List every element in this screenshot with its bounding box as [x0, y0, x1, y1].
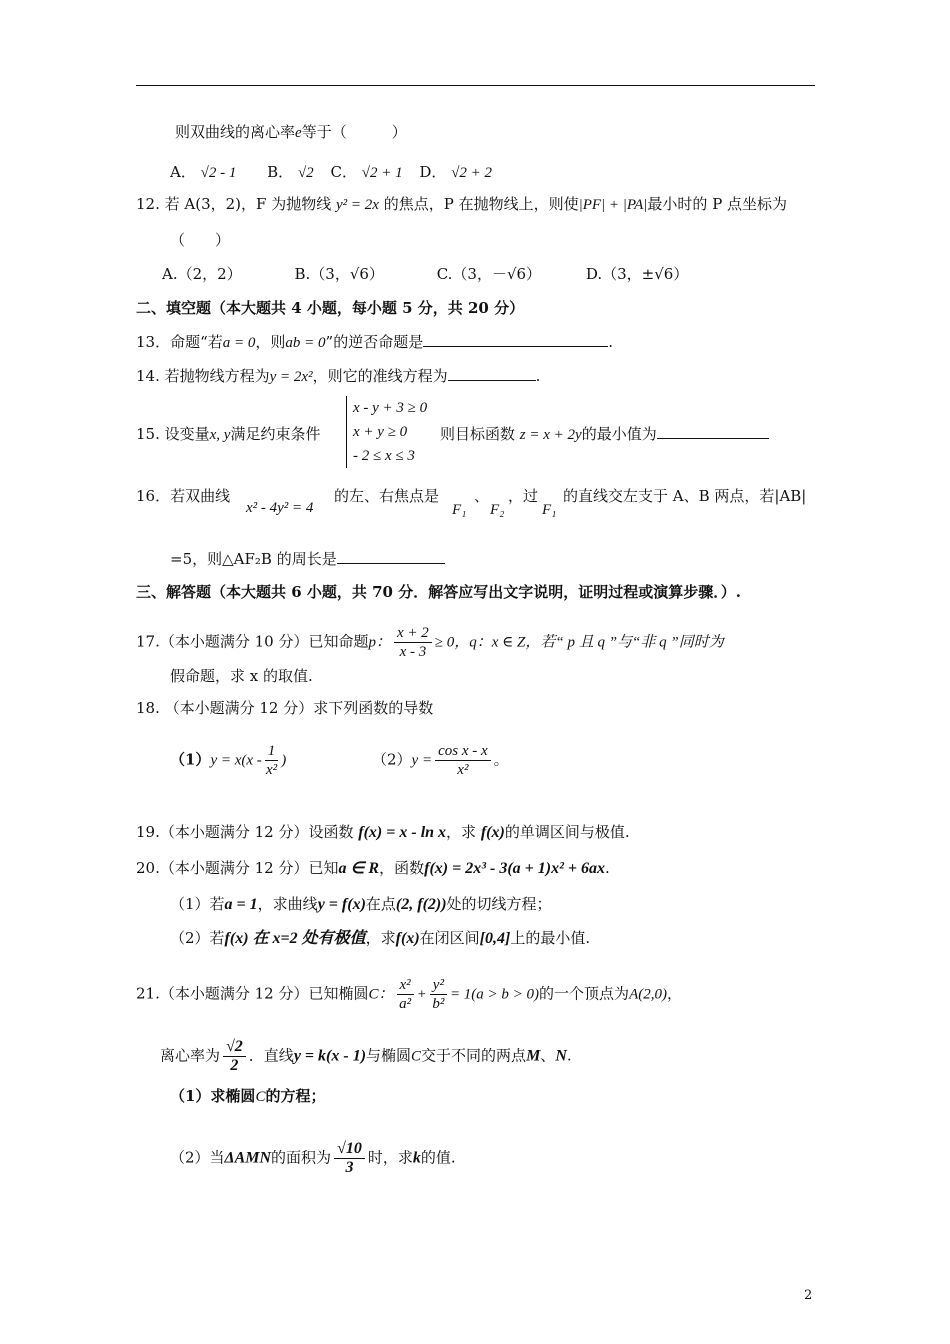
q15-constraint-1: x - y + 3 ≥ 0: [353, 400, 428, 416]
q18-part2: （2）y = $\frac{\text{cos x - x}}{\text{x²}}$ 。: [372, 743, 509, 778]
q11-option-a: A． √2 - 1: [170, 163, 237, 181]
q18-title: 18. （本小题满分 12 分）求下列函数的导数: [136, 699, 434, 717]
q16-f1: F₁: [452, 502, 467, 518]
q20-stem: 20.（本小题满分 12 分）已知a ∈ R，函数f(x) = 2x³ - 3(a + 1)x² + 6ax.: [136, 859, 610, 877]
q16-prefix: 16．若双曲线: [136, 487, 231, 505]
q12-option-d: D.（3，±√6）: [585, 265, 689, 283]
q15-constraint-system: [346, 396, 437, 468]
q16-line2: =5，则△AF₂B 的周长是: [170, 549, 445, 569]
q16-mid2: ，过: [508, 487, 539, 505]
page-number: 2: [804, 1288, 813, 1303]
q17-line2: 假命题，求 x 的取值.: [170, 667, 313, 685]
q15-constraint-2: x + y ≥ 0: [353, 424, 408, 440]
q16-f2: F₂: [490, 502, 505, 518]
q16-sep: 、: [474, 487, 490, 505]
q14-answer-blank: [448, 366, 536, 381]
q20-part1: （1）若a = 1，求曲线y = f(x)在点(2, f(2))处的切线方程；: [170, 895, 552, 913]
q11-stem: 则双曲线的离心率e等于（ ）: [175, 123, 407, 141]
q15-objective: 则目标函数 z = x + 2y的最小值为: [440, 424, 769, 445]
q12-option-c: C.（3，－√6）: [436, 265, 542, 283]
q12-options: [162, 264, 688, 284]
q16-tail: 的直线交左支于 A、B 两点，若|AB|: [563, 487, 807, 505]
q17-fraction: $\frac{x + 2}{x - 3}$: [394, 624, 432, 661]
q17-stem: 17.（本小题满分 10 分）已知命题p： $\frac{x + 2}{x - 3}$ ≥ 0，q：x ∈ Z，若“ p 且 q ”与“非 q ”同时为: [136, 625, 724, 660]
q13-answer-blank: [423, 332, 608, 347]
q20-part2: （2）若f(x) 在 x=2 处有极值，求f(x)在闭区间[0,4]上的最小值.: [170, 929, 591, 947]
q12-paren: （ ）: [170, 231, 231, 249]
q12-option-a: A.（2，2）: [162, 265, 242, 283]
q11-option-c: C． √2 + 1: [330, 163, 403, 181]
q16-equation: x² - 4y² = 4: [246, 500, 314, 516]
q19: 19.（本小题满分 12 分）设函数 f(x) = x - ln x，求 f(x)的单调区间与极值.: [136, 823, 630, 841]
q11-option-d: D． √2 + 2: [419, 163, 493, 181]
q11-options: [170, 162, 492, 183]
q16-mid: 的左、右焦点是: [334, 487, 440, 505]
q12-stem: 12. 若 A(3，2)，F 为抛物线 y² = 2x 的焦点，P 在抛物线上，则使|PF| + |PA|最小时的 P 点坐标为: [136, 195, 788, 213]
q12-option-b: B.（3，√6）: [294, 265, 384, 283]
q21-line2: 离心率为 $\frac{√2}{2}$ ．直线y = k(x - 1)与椭圆C交于不同的两点M、N.: [160, 1038, 572, 1074]
q14: 14. 若抛物线方程为y = 2x²，则它的准线方程为 .: [136, 367, 541, 385]
q15-constraint-3: - 2 ≤ x ≤ 3: [353, 448, 415, 464]
section-3-heading: 三、解答题（本大题共 6 小题，共 70 分．解答应写出文字说明，证明过程或演算步骤．）.: [136, 583, 741, 601]
q18-part1: （1）y = x(x - $\frac{1}{\text{x²}}$ ): [170, 743, 287, 778]
q11-option-b: B． √2: [267, 163, 314, 181]
q13: 13．命题“若a = 0，则ab = 0”的逆否命题是 .: [136, 333, 613, 351]
q15-stem: 15. 设变量x, y满足约束条件: [136, 425, 321, 443]
q16-f1b: F₁: [542, 502, 557, 518]
q21-part2: （2）当ΔAMN的面积为 $\frac{√10}{3}$ 时，求k的值.: [170, 1140, 456, 1176]
q15-answer-blank: [657, 424, 769, 439]
q21-stem: 21.（本小题满分 12 分）已知椭圆C： $\frac{\text{x²}}{\text{a²}}$ + $\frac{\text{y²}}{\text{b²}}$ = 1(a > b > 0)的一个顶点为A(2,0)，: [136, 977, 682, 1012]
q16-answer-blank: [337, 549, 445, 564]
section-2-heading: 二、填空题（本大题共 4 小题，每小题 5 分，共 20 分）: [136, 299, 525, 317]
header-rule: [136, 85, 815, 86]
q21-part1: （1）求椭圆C的方程；: [170, 1087, 326, 1105]
